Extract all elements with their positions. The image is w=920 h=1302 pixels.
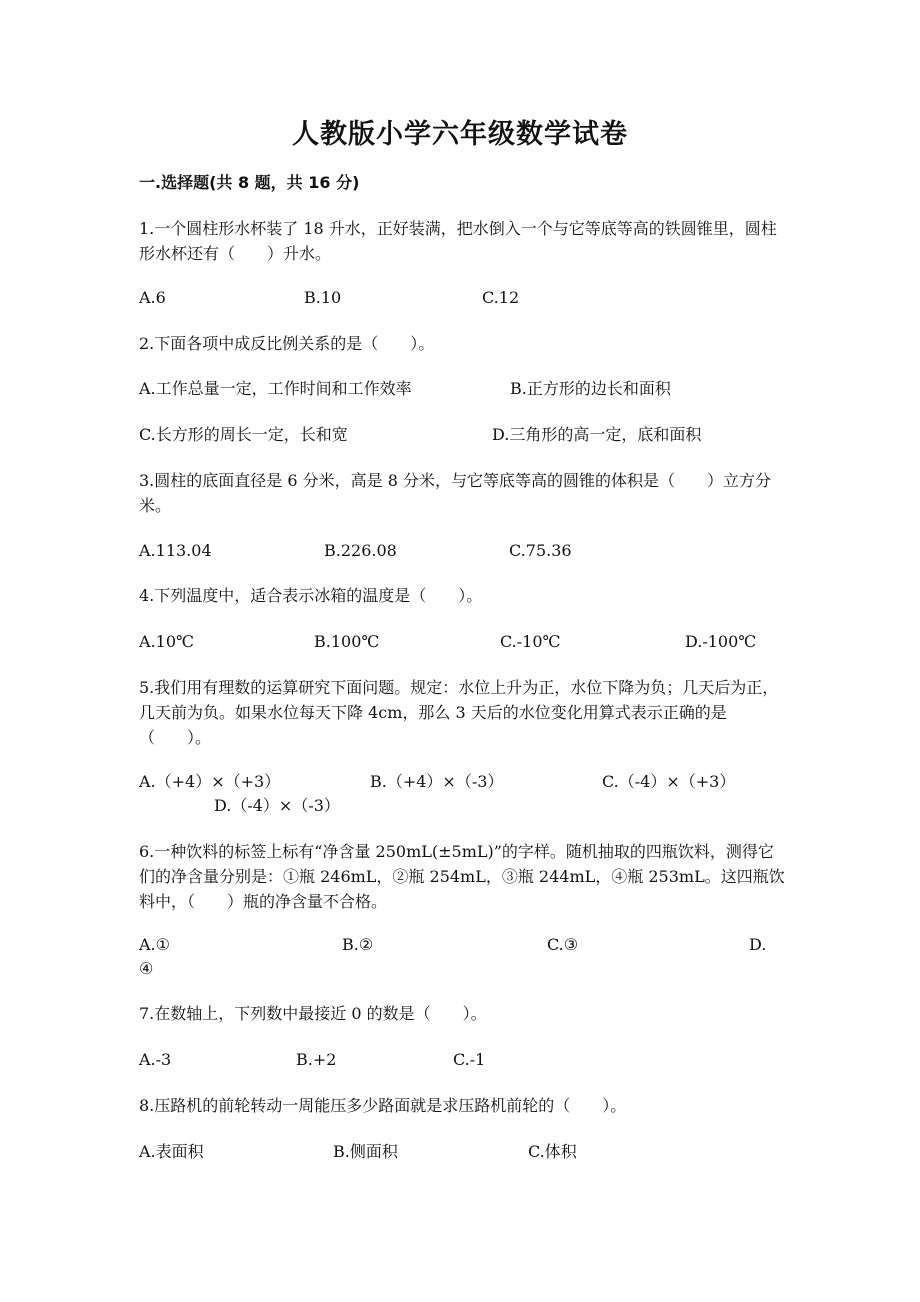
question-5-option-a: A.（+4）×（+3） (139, 772, 281, 791)
section-heading: 一.选择题(共 8 题，共 16 分) (139, 173, 360, 192)
question-1-option-c: C.12 (482, 288, 520, 307)
question-7-option-a: A.-3 (139, 1050, 172, 1069)
question-8-option-b: B.侧面积 (333, 1142, 398, 1161)
question-6-option-c: C.③ (547, 935, 579, 954)
question-2-option-d: D.三角形的高一定，底和面积 (492, 425, 702, 444)
question-6-option-b: B.② (342, 935, 374, 954)
question-4-option-d: D.-100℃ (685, 632, 757, 651)
question-4-option-c: C.-10℃ (500, 632, 561, 651)
question-2-stem: 2.下面各项中成反比例关系的是（ ）。 (139, 334, 435, 353)
question-6-stem: 6.一种饮料的标签上标有“净含量 250mL(±5mL)”的字样。随机抽取的四瓶饮料，测得它们的净含量分别是：①瓶 246mL，②瓶 254mL，③瓶 244mL，④瓶 253mL。这四瓶饮料中，（ ）瓶的净含量不合格。 (139, 842, 785, 911)
question-5-option-b: B.（+4）×（-3） (370, 772, 504, 791)
question-1-option-a: A.6 (139, 288, 166, 307)
question-5-option-d: D.（-4）×（-3） (214, 796, 340, 815)
question-2-option-c: C.长方形的周长一定，长和宽 (139, 425, 348, 444)
question-1-option-b: B.10 (304, 288, 342, 307)
question-7-option-c: C.-1 (453, 1050, 486, 1069)
question-8-stem: 8.压路机的前轮转动一周能压多少路面就是求压路机前轮的（ ）。 (139, 1096, 627, 1115)
question-4-option-a: A.10℃ (139, 632, 194, 651)
question-8-option-a: A.表面积 (139, 1142, 204, 1161)
question-3-option-b: B.226.08 (324, 541, 397, 560)
question-3-option-c: C.75.36 (509, 541, 572, 560)
question-6-option-d: D. (749, 935, 767, 954)
question-6-option-a: A.① (139, 935, 170, 954)
question-3-stem: 3.圆柱的底面直径是 6 分米，高是 8 分米，与它等底等高的圆锥的体积是（ ）立方分米。 (139, 471, 771, 515)
question-3-option-a: A.113.04 (139, 541, 212, 560)
question-5-stem: 5.我们用有理数的运算研究下面问题。规定：水位上升为正，水位下降为负；几天后为正，几天前为负。如果水位每天下降 4cm，那么 3 天后的水位变化用算式表示正确的是（ ）。 (139, 678, 779, 747)
question-7-stem: 7.在数轴上，下列数中最接近 0 的数是（ ）。 (139, 1004, 487, 1023)
question-1-stem: 1.一个圆柱形水杯装了 18 升水，正好装满，把水倒入一个与它等底等高的铁圆锥里，圆柱形水杯还有（ ）升水。 (139, 219, 777, 263)
question-2-option-b: B.正方形的边长和面积 (510, 379, 671, 398)
question-4-stem: 4.下列温度中，适合表示冰箱的温度是（ ）。 (139, 586, 483, 605)
question-6-option-d-value: ④ (139, 959, 154, 978)
question-8-option-c: C.体积 (528, 1142, 577, 1161)
question-5-option-c: C.（-4）×（+3） (602, 772, 736, 791)
question-7-option-b: B.+2 (296, 1050, 337, 1069)
question-2-option-a: A.工作总量一定，工作时间和工作效率 (139, 379, 412, 398)
page-title: 人教版小学六年级数学试卷 (292, 119, 628, 150)
question-4-option-b: B.100℃ (314, 632, 380, 651)
